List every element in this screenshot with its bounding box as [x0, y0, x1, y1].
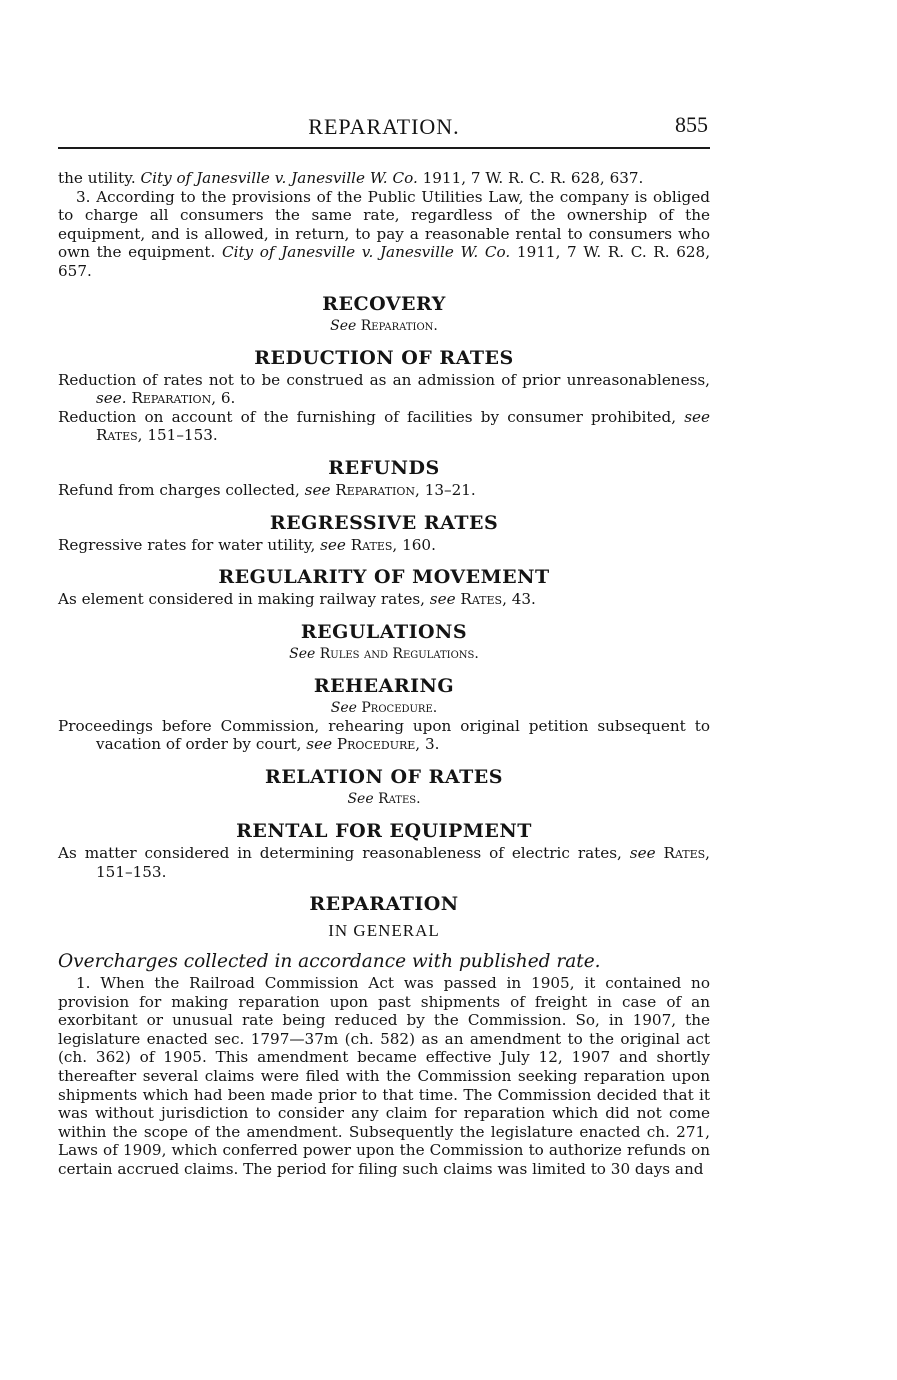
heading-rental-for-equipment: RENTAL FOR EQUIPMENT: [236, 819, 532, 842]
entry-text: Refund from charges collected,: [58, 480, 300, 499]
continuation-paragraph: [58, 169, 710, 188]
topic-heading: Overcharges collected in accordance with published rate.: [58, 951, 601, 973]
section-number: 43.: [511, 590, 536, 609]
entry-text: Reduction of rates not to be construed as an admission of prior unreasonableness,: [58, 370, 710, 389]
reporter-reference: 1911, 7 W. R. C. R. 628, 657.: [58, 243, 711, 280]
see-target: Reparation,: [335, 480, 420, 499]
subheading-in-general: IN GENERAL: [328, 921, 440, 941]
see-word: See: [289, 645, 316, 662]
see-reference-recovery: [58, 317, 710, 335]
reporter-reference: 1911, 7 W. R. C. R. 628, 637.: [422, 169, 644, 187]
see-target: Procedure.: [361, 699, 438, 716]
header-rule: [58, 147, 710, 149]
see-target: Rates,: [663, 843, 711, 862]
heading-recovery: RECOVERY: [322, 292, 446, 315]
heading-regularity-of-movement: REGULARITY OF MOVEMENT: [218, 566, 550, 589]
see-word: see: [304, 480, 331, 499]
see-reference-rehearing: [58, 699, 710, 717]
see-word: see: [429, 590, 456, 609]
case-citation: City of Janesville v. Janesville W. Co.: [140, 169, 418, 187]
see-target: Rules and Regulations.: [319, 645, 479, 662]
see-word: see: [629, 843, 656, 862]
see-target: Rates,: [96, 426, 143, 445]
section-number: 151–153.: [147, 426, 218, 445]
paragraph-3: [58, 188, 710, 281]
see-target: Procedure,: [336, 735, 421, 754]
see-reference-relation-of-rates: [58, 790, 710, 808]
index-entry: [58, 844, 710, 881]
index-entry: [58, 481, 710, 500]
see-word: see.: [96, 389, 127, 408]
heading-reduction-of-rates: REDUCTION OF RATES: [254, 346, 514, 369]
index-entry: [58, 371, 710, 408]
case-citation: City of Janesville v. Janesville W. Co.: [221, 243, 511, 262]
index-entry: [58, 590, 710, 609]
see-target: Reparation.: [360, 317, 438, 334]
index-entry: [58, 536, 710, 555]
section-number: 13–21.: [424, 480, 476, 499]
see-word: See: [330, 699, 357, 716]
running-head: [58, 110, 710, 142]
see-word: See: [330, 317, 357, 334]
heading-regulations: REGULATIONS: [300, 620, 468, 643]
section-number: 160.: [402, 535, 436, 554]
heading-relation-of-rates: RELATION OF RATES: [265, 765, 503, 788]
entry-text: Regressive rates for water utility,: [58, 535, 316, 554]
see-target: Rates,: [460, 590, 507, 609]
continuation-text: the utility.: [58, 169, 136, 187]
see-target: Reparation,: [131, 389, 217, 408]
running-title: REPARATION.: [308, 114, 460, 139]
entry-text: Proceedings before Commission, rehearing upon original petition subsequent to vacation of order by court,: [58, 716, 710, 754]
see-word: see: [684, 407, 710, 426]
see-reference-regulations: [58, 645, 710, 663]
section-number: 6.: [220, 389, 236, 408]
see-target: Rates,: [350, 535, 398, 554]
entry-text: As element considered in making railway rates,: [58, 590, 425, 609]
section-number: 3.: [424, 735, 440, 754]
heading-reparation: REPARATION: [309, 893, 459, 916]
entry-text: Reduction on account of the furnishing of facilities by consumer prohibited,: [58, 407, 677, 426]
paragraph-3-text: 3. According to the provisions of the Public Utilities Law, the company is obliged to charge all consumers the same rate, regardless of the ownership of the equipment, and is allowed, in return, to pay a reasonable rental to consumers who own the equipment.: [58, 187, 710, 262]
page-number: 855: [675, 112, 708, 137]
heading-rehearing: REHEARING: [313, 674, 455, 697]
index-entry: [58, 408, 710, 445]
heading-refunds: REFUNDS: [328, 456, 440, 479]
paragraph-1: 1. When the Railroad Commission Act was passed in 1905, it contained no provision for making reparation upon past shipments of freight in case of an exorbitant or unusual rate being reduced by the Commission. So, in 1907, the legislature enacted sec. 1797—37m (ch. 582) as an amendment to the original act (ch. 362) of 1905. This amendment became effective July 12, 1907 and shortly thereafter several claims were filed with the Commission seeking reparation upon shipments which had been made prior to that time. The Commission decided that it was without jurisdiction to consider any claim for reparation which did not come within the scope of the amendment. Subsequently the legislature enacted ch. 271, Laws of 1909, which conferred power upon the Commission to authorize refunds on certain accrued claims. The period for filing such claims was limited to 30 days and: [58, 974, 710, 1179]
see-word: See: [347, 790, 374, 807]
page: [58, 110, 710, 1179]
heading-regressive-rates: REGRESSIVE RATES: [269, 511, 499, 534]
section-number: 151–153.: [96, 862, 167, 881]
entry-text: As matter considered in determining reasonableness of electric rates,: [58, 843, 622, 862]
index-entry: [58, 717, 710, 754]
see-word: see: [320, 535, 346, 554]
see-target: Rates.: [378, 790, 421, 807]
see-word: see: [306, 735, 333, 754]
